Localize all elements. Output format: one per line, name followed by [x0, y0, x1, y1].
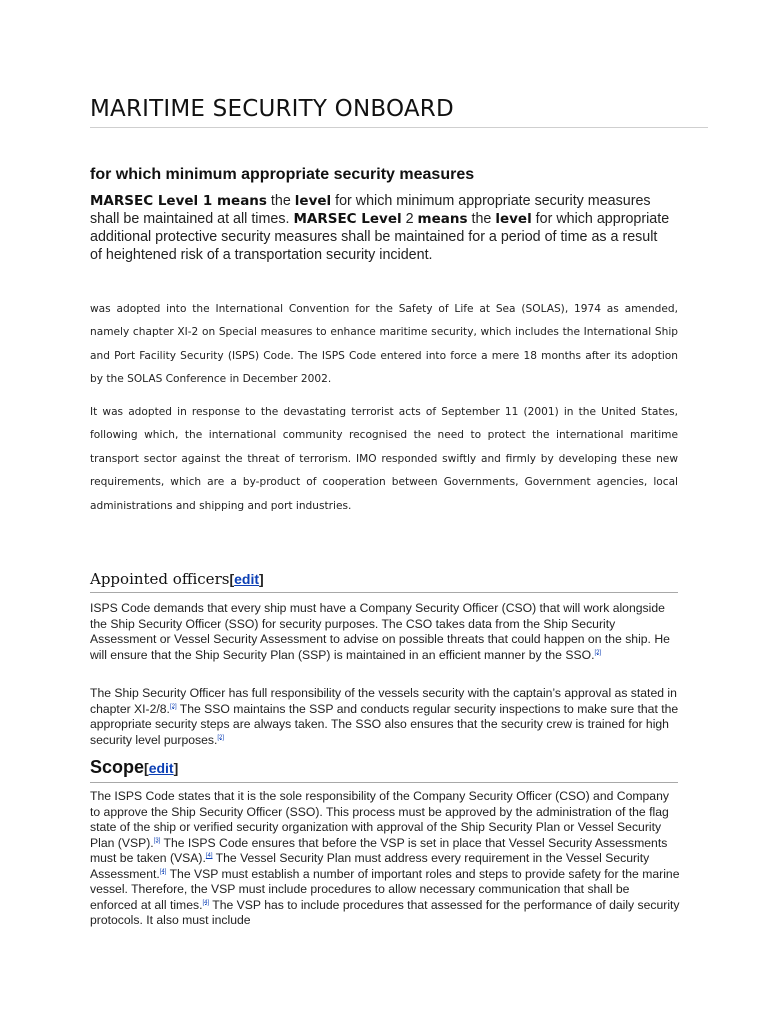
- scope-section-divider: [90, 782, 678, 783]
- edit-open-bracket: [: [229, 571, 235, 587]
- citation-link[interactable]: [3]: [153, 837, 161, 844]
- citation-link[interactable]: [2]: [169, 703, 177, 710]
- paragraph-text: The SSO maintains the SSP and conducts regular security inspections to make sure that the appropriate security steps are always taken. The SSO also ensures that the security crew is trained for high security level purposes.: [90, 701, 679, 747]
- paragraph-text: ISPS Code demands that every ship must have a Company Security Officer (CSO) that will work alongside the Ship Security Officer (SSO) for security purposes. The CSO takes data from the Ship Security Assessment or Vessel Security Assessment to advise on possible threats that could happen on the ship. He will ensure that the Ship Security Plan (SSP) is maintained in an efficient manner by the SSO.: [90, 601, 670, 662]
- section-heading-text: Appointed officers: [90, 570, 230, 588]
- scope-heading: [90, 757, 178, 778]
- sso-paragraph: [90, 686, 680, 748]
- citation-link[interactable]: [2]: [217, 734, 225, 741]
- marsec-subheading: for which minimum appropriate security measures: [90, 166, 475, 183]
- edit-close-bracket: ]: [259, 571, 264, 587]
- citation-link[interactable]: [2]: [594, 649, 602, 656]
- paragraph-text: The VSP must establish a number of important roles and steps to provide safety for the marine vessel. Therefore, the VSP must include procedures to allow necessary communication that shall be enforced at all times.: [90, 866, 680, 912]
- appointed-officers-heading: [90, 570, 264, 588]
- marsec-text: for which minimum appropriate security measures shall be maintained at all times.: [90, 193, 651, 227]
- title-divider: [90, 127, 708, 128]
- edit-bracket-group: [144, 760, 178, 776]
- edit-link-appointed[interactable]: edit: [234, 571, 259, 587]
- edit-open-bracket: [: [144, 760, 149, 776]
- scope-paragraph: [90, 789, 680, 929]
- paragraph-text: The Vessel Security Plan must address every requirement in the Vessel Security Assessment.: [90, 851, 650, 881]
- marsec-text: the: [467, 211, 496, 227]
- marsec-definition-paragraph: [90, 192, 670, 264]
- paragraph-text: The VSP has to include procedures that assessed for the performance of daily security protocols. It also must include: [90, 897, 680, 927]
- september-paragraph: It was adopted in response to the devastating terrorist acts of September 11 (2001) in the United States, following which, the international community recognised the need to protect the international maritime transport sector against the threat of terrorism. IMO responded swiftly and firmly by developing these new requirements, which are a by-product of cooperation between Governments, Government agencies, local administrations and shipping and port industries.: [90, 406, 678, 512]
- paragraph-text: The ISPS Code ensures that before the VSP is set in place that Vessel Security Assessments must be taken (VSA).: [90, 835, 668, 865]
- marsec-bold-text: level: [294, 193, 332, 209]
- document-title: MARITIME SECURITY ONBOARD: [90, 96, 454, 122]
- edit-close-bracket: ]: [173, 760, 179, 776]
- appointed-section-divider: [90, 592, 678, 593]
- paragraph-text: The Ship Security Officer has full responsibility of the vessels security with the captain’s approval as stated in chapter XI-2/8.: [90, 686, 677, 716]
- cso-paragraph: [90, 601, 680, 663]
- solas-paragraph: was adopted into the International Convention for the Safety of Life at Sea (SOLAS), 1974 as amended, namely chapter XI-2 on Special measures to enhance maritime security, which includes the International Ship and Port Facility Security (ISPS) Code. The ISPS Code entered into force a mere 18 months after its adoption by the SOLAS Conference in December 2002.: [90, 303, 678, 386]
- citation-link[interactable]: [4]: [202, 899, 210, 906]
- marsec-text: the: [266, 193, 295, 209]
- marsec-bold-text: level: [495, 211, 532, 227]
- paragraph-text: The ISPS Code states that it is the sole responsibility of the Company Security Officer (CSO) and Company to approve the Ship Security Officer (SSO). This process must be approved by the administration of the flag state of the ship or verified security organization with approval of the Ship Security Plan or Vessel Security Plan (VSP).: [90, 789, 669, 850]
- citation-link[interactable]: [4]: [205, 852, 213, 859]
- marsec-text: for which appropriate additional protective security measures shall be maintained for a period of time as a result of heightened risk of a transportation security incident.: [90, 211, 670, 263]
- citation-link[interactable]: [4]: [159, 868, 167, 875]
- marsec-bold-text: means: [417, 211, 468, 227]
- section-heading-text: Scope: [90, 757, 145, 777]
- marsec-bold-text: MARSEC Level 1 means: [90, 193, 267, 209]
- marsec-bold-text: MARSEC Level: [293, 211, 402, 227]
- marsec-text: 2: [401, 211, 418, 227]
- edit-link-scope[interactable]: edit: [148, 760, 174, 776]
- edit-bracket-group: [229, 571, 263, 587]
